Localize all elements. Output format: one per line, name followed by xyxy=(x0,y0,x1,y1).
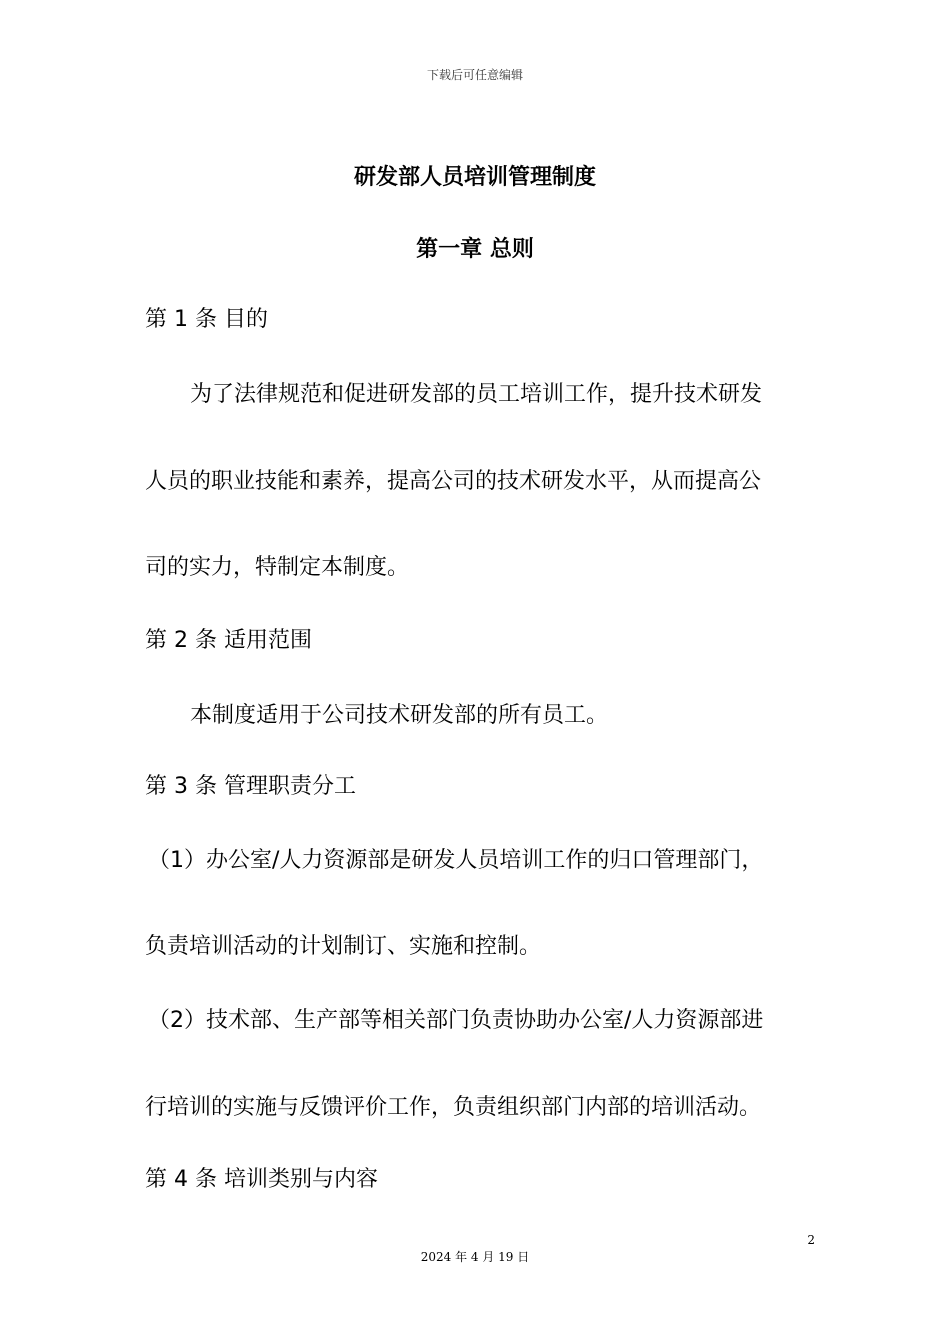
paragraph-line: 本制度适用于公司技术研发部的所有员工。 xyxy=(190,703,609,728)
article-4-heading: 第 4 条 培训类别与内容 xyxy=(145,1167,378,1192)
paragraph-line: 司的实力，特制定本制度。 xyxy=(145,555,410,580)
chapter-title: 第一章 总则 xyxy=(416,237,534,262)
paragraph-line: 为了法律规范和促进研发部的员工培训工作，提升技术研发 xyxy=(190,382,763,407)
paragraph-line: 人员的职业技能和素养，提高公司的技术研发水平，从而提高公 xyxy=(145,469,762,494)
article-1-heading: 第 1 条 目的 xyxy=(145,307,268,332)
paragraph-line: 负责培训活动的计划制订、实施和控制。 xyxy=(145,934,542,959)
article-2-heading: 第 2 条 适用范围 xyxy=(145,628,312,653)
paragraph-line: （2）技术部、生产部等相关部门负责协助办公室/人力资源部进 xyxy=(148,1008,764,1033)
footer-date: 2024 年 4 月 19 日 xyxy=(420,1250,530,1264)
paragraph-line: （1）办公室/人力资源部是研发人员培训工作的归口管理部门， xyxy=(148,848,764,873)
page-number: 2 xyxy=(807,1233,815,1247)
paragraph-line: 行培训的实施与反馈评价工作，负责组织部门内部的培训活动。 xyxy=(145,1095,762,1120)
document-title: 研发部人员培训管理制度 xyxy=(353,165,596,190)
header-note: 下载后可任意编辑 xyxy=(426,68,523,82)
article-3-heading: 第 3 条 管理职责分工 xyxy=(145,774,356,799)
